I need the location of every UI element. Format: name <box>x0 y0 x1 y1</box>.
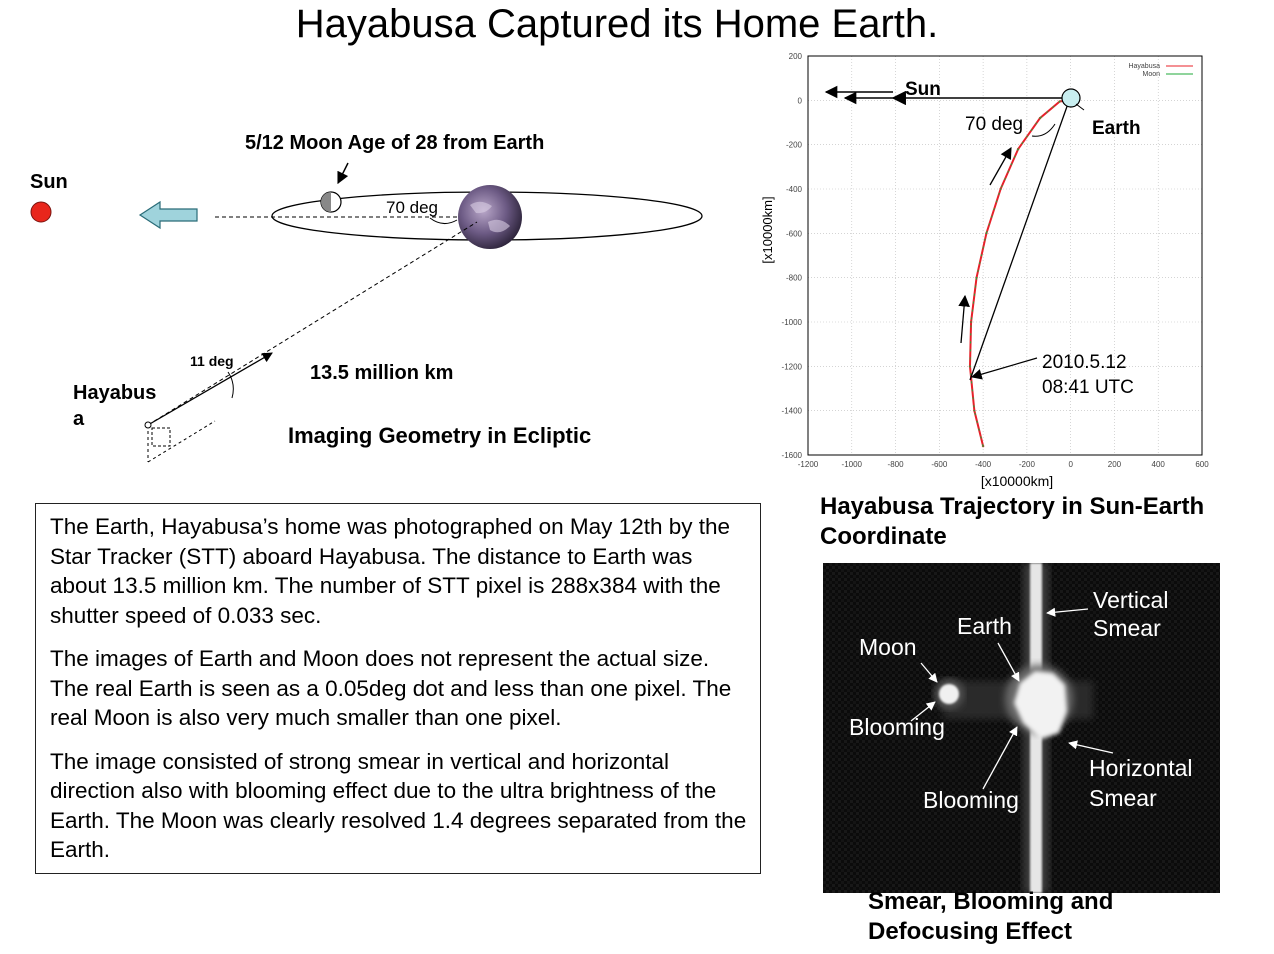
y-tick-label: -1400 <box>781 406 802 416</box>
hayabusa-label-line1: Hayabus <box>73 382 157 404</box>
y-tick-label: -600 <box>785 229 802 239</box>
direction-arrow-lower <box>961 296 965 343</box>
horizontal-smear-label-line2: Smear <box>1089 785 1157 811</box>
series-point-moon <box>1039 117 1041 119</box>
y-tick-label: -400 <box>785 185 802 194</box>
series-point-moon <box>970 321 972 323</box>
sun-icon <box>31 202 51 222</box>
vertical-smear-label-line2: Smear <box>1093 615 1161 641</box>
trajectory-angle-label: 70 deg <box>965 114 1024 135</box>
moon-label: Moon <box>859 634 917 660</box>
trajectory-ylabel: [x10000km] <box>760 196 775 264</box>
angle-arc <box>430 218 457 224</box>
trajectory-caption-line1: Hayabusa Trajectory in Sun-Earth <box>820 493 1205 520</box>
trajectory-caption <box>820 492 1240 552</box>
description-paragraph-3: The image consisted of strong smear in vertical and horizontal direction also with blooming effect due to the ultra brightness of the Earth. The Moon was clearly resolved 1.4 degrees separated from the Earth. <box>50 748 747 862</box>
hayabusa-dashed-lower <box>148 421 215 462</box>
earth-pointer <box>1076 104 1084 110</box>
y-tick-label: -1200 <box>781 362 802 372</box>
y-tick-label: -1600 <box>781 451 802 460</box>
legend-moon-label: Moon <box>1142 71 1160 78</box>
moon-pointer-arrow <box>338 163 348 183</box>
series-point-moon <box>986 233 988 235</box>
earth-marker-icon <box>1062 89 1080 107</box>
y-tick-label: -200 <box>785 140 802 150</box>
direction-arrow-upper <box>990 148 1011 185</box>
series-point-moon <box>976 277 978 279</box>
series-point-moon <box>1017 148 1019 150</box>
moon-blob <box>939 684 959 704</box>
x-tick-label: -600 <box>931 460 948 469</box>
moon-shadow-icon <box>321 192 331 212</box>
x-tick-label: 400 <box>1151 460 1165 469</box>
x-tick-label: 0 <box>1068 460 1073 469</box>
small-angle-label: 11 deg <box>190 353 234 369</box>
blooming-label-left: Blooming <box>849 714 945 740</box>
description-paragraph-2: The images of Earth and Moon does not represent the actual size. The real Earth is seen as a 0.05deg dot and less than one pixel. The real Moon is also very much smaller than one pixel. <box>50 646 732 730</box>
earth-icon <box>458 185 522 249</box>
stt-caption <box>868 887 1268 947</box>
trajectory-earth-label: Earth <box>1092 118 1141 139</box>
description-paragraph-1: The Earth, Hayabusa’s home was photographed on May 12th by the Star Tracker (STT) aboard Hayabusa. The distance to Earth was about 13.5 million km. The number of STT pixel is 288x384 with the shutter speed of 0.033 sec. <box>50 514 731 628</box>
date-label-line2: 08:41 UTC <box>1042 377 1134 398</box>
series-point-moon <box>1059 101 1061 103</box>
angle-label: 70 deg <box>386 198 438 217</box>
earth-line-of-sight <box>148 222 477 425</box>
legend-hayabusa-label: Hayabusa <box>1128 63 1160 70</box>
x-tick-label: -1000 <box>841 460 863 469</box>
series-point-moon <box>974 410 976 412</box>
y-tick-label: -1000 <box>781 318 802 327</box>
geometry-caption: Imaging Geometry in Ecliptic <box>288 423 592 448</box>
x-tick-label: 200 <box>1107 460 1122 469</box>
sun-direction-arrow-icon <box>140 202 197 228</box>
trajectory-plot <box>750 48 1230 490</box>
moon-age-label: 5/12 Moon Age of 28 from Earth <box>245 132 545 154</box>
x-tick-label: -400 <box>975 460 992 469</box>
sun-label: Sun <box>30 171 68 193</box>
imaging-geometry-diagram <box>0 60 740 480</box>
series-point-moon <box>982 445 984 447</box>
series-point-moon <box>1000 188 1002 190</box>
description-box <box>35 503 761 874</box>
x-tick-label: -1200 <box>797 460 819 469</box>
trajectory-xlabel: [x10000km] <box>980 473 1054 489</box>
vertical-smear-label-line1: Vertical <box>1093 587 1169 613</box>
x-tick-label: -800 <box>887 460 904 469</box>
stt-caption-line2: Defocusing Effect <box>868 918 1073 945</box>
stt-image <box>823 563 1220 893</box>
earth-label: Earth <box>957 613 1012 639</box>
x-tick-label: -200 <box>1018 460 1035 469</box>
y-tick-label: 0 <box>797 96 802 106</box>
trajectory-legend <box>1128 63 1193 78</box>
page-title: Hayabusa Captured its Home Earth. <box>295 2 939 46</box>
hayabusa-icon <box>145 422 151 428</box>
y-tick-label: -800 <box>785 273 802 283</box>
hayabusa-body-icon <box>152 428 170 446</box>
trajectory-sun-label: Sun <box>905 79 941 100</box>
x-tick-label: 600 <box>1195 460 1209 469</box>
date-pointer-arrow <box>972 358 1037 377</box>
blooming-label-bottom: Blooming <box>923 787 1019 813</box>
horizontal-smear-label-line1: Horizontal <box>1089 755 1193 781</box>
hayabusa-label-line2: a <box>73 408 85 430</box>
y-tick-label: 200 <box>788 52 802 61</box>
trajectory-caption-line2: Coordinate <box>820 523 947 550</box>
date-label-line1: 2010.5.12 <box>1042 352 1127 373</box>
distance-label: 13.5 million km <box>310 362 454 384</box>
series-point-moon <box>969 366 971 368</box>
stt-caption-line1: Smear, Blooming and <box>868 888 1114 915</box>
